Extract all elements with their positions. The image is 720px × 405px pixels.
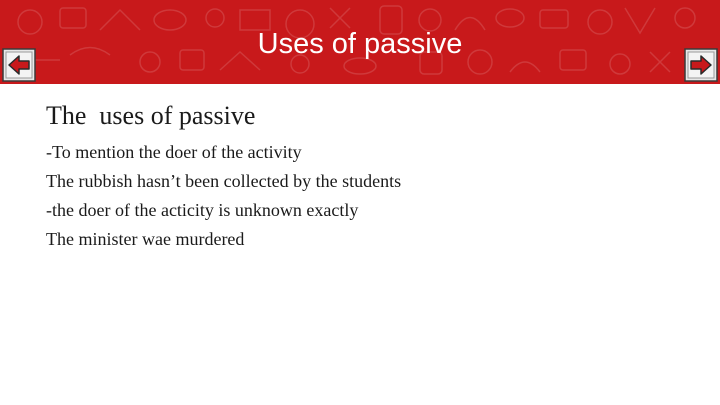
body-line: -the doer of the acticity is unknown exactly: [46, 200, 359, 220]
slide-body: [46, 100, 686, 254]
previous-slide-button[interactable]: [2, 48, 36, 82]
arrow-left-icon: [2, 48, 36, 82]
body-line: -To mention the doer of the activity: [46, 142, 302, 162]
slide-title: Uses of passive: [257, 28, 463, 60]
body-heading: The uses of passive: [46, 101, 256, 130]
arrow-right-icon: [684, 48, 718, 82]
body-line: The rubbish hasn’t been collected by the students: [46, 171, 402, 191]
title-banner: [0, 0, 720, 84]
next-slide-button[interactable]: [684, 48, 718, 82]
body-line: The minister wae murdered: [46, 229, 245, 249]
